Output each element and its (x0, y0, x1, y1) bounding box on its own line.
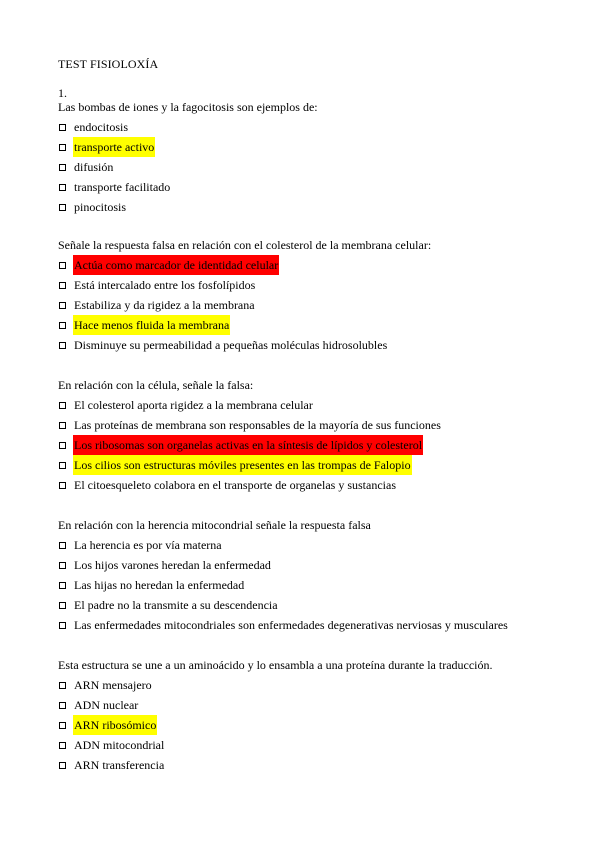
checkbox-icon[interactable] (59, 482, 66, 489)
option-2-2[interactable] (58, 275, 578, 295)
page-title: TEST FISIOLOXÍA (58, 57, 159, 71)
option-label: Está intercalado entre los fosfolípidos (74, 278, 256, 292)
question-text: Señale la respuesta falsa en relación con el colesterol de la membrana celular: (58, 238, 432, 252)
option-3-3[interactable] (58, 435, 578, 455)
option-label: Los hijos varones heredan la enfermedad (74, 558, 271, 572)
question-text: Las bombas de iones y la fagocitosis son ejemplos de: (58, 100, 318, 114)
question-text: En relación con la célula, señale la falsa: (58, 378, 254, 392)
option-label: Disminuye su permeabilidad a pequeñas moléculas hidrosolubles (74, 338, 388, 352)
checkbox-icon[interactable] (59, 762, 66, 769)
checkbox-icon[interactable] (59, 602, 66, 609)
option-label: endocitosis (74, 120, 128, 134)
option-1-1[interactable] (58, 117, 578, 137)
option-label: pinocitosis (74, 200, 127, 214)
checkbox-icon[interactable] (59, 124, 66, 131)
question-5 (58, 658, 578, 775)
option-2-4[interactable] (58, 315, 578, 335)
option-4-1[interactable] (58, 535, 578, 555)
checkbox-icon[interactable] (59, 402, 66, 409)
option-5-5[interactable] (58, 755, 578, 775)
question-text: En relación con la herencia mitocondrial señale la respuesta falsa (58, 518, 371, 532)
option-3-4[interactable] (58, 455, 578, 475)
question-4 (58, 518, 578, 635)
checkbox-icon[interactable] (59, 722, 66, 729)
option-label: ARN mensajero (74, 678, 152, 692)
option-label: ARN transferencia (74, 758, 165, 772)
option-label: La herencia es por vía materna (74, 538, 222, 552)
option-label: transporte facilitado (74, 180, 171, 194)
option-label: Los ribosomas son organelas activas en la síntesis de lípidos y colesterol (73, 435, 423, 455)
option-1-4[interactable] (58, 177, 578, 197)
checkbox-icon[interactable] (59, 204, 66, 211)
checkbox-icon[interactable] (59, 682, 66, 689)
checkbox-icon[interactable] (59, 562, 66, 569)
option-label: Hace menos fluida la membrana (73, 315, 230, 335)
checkbox-icon[interactable] (59, 542, 66, 549)
question-text: Esta estructura se une a un aminoácido y lo ensambla a una proteína durante la traducción. (58, 658, 493, 672)
checkbox-icon[interactable] (59, 442, 66, 449)
checkbox-icon[interactable] (59, 462, 66, 469)
option-1-5[interactable] (58, 197, 578, 217)
option-label: Las hijas no heredan la enfermedad (74, 578, 245, 592)
option-label: El padre no la transmite a su descendencia (74, 598, 278, 612)
checkbox-icon[interactable] (59, 702, 66, 709)
option-5-2[interactable] (58, 695, 578, 715)
option-label: El citoesqueleto colabora en el transporte de organelas y sustancias (74, 478, 396, 492)
checkbox-icon[interactable] (59, 582, 66, 589)
question-3 (58, 378, 578, 495)
option-5-1[interactable] (58, 675, 578, 695)
option-label: Los cilios son estructuras móviles presentes en las trompas de Falopio (73, 455, 412, 475)
checkbox-icon[interactable] (59, 184, 66, 191)
checkbox-icon[interactable] (59, 302, 66, 309)
question-2 (58, 238, 578, 355)
option-label: transporte activo (73, 137, 155, 157)
checkbox-icon[interactable] (59, 164, 66, 171)
option-label: Estabiliza y da rigidez a la membrana (74, 298, 255, 312)
checkbox-icon[interactable] (59, 622, 66, 629)
checkbox-icon[interactable] (59, 422, 66, 429)
option-label: ADN nuclear (74, 698, 139, 712)
option-label: ARN ribosómico (73, 715, 157, 735)
option-2-3[interactable] (58, 295, 578, 315)
checkbox-icon[interactable] (59, 742, 66, 749)
option-1-2[interactable] (58, 137, 578, 157)
option-1-3[interactable] (58, 157, 578, 177)
option-label: El colesterol aporta rigidez a la membrana celular (74, 398, 313, 412)
checkbox-icon[interactable] (59, 342, 66, 349)
checkbox-icon[interactable] (59, 322, 66, 329)
option-4-2[interactable] (58, 555, 578, 575)
option-3-2[interactable] (58, 415, 578, 435)
checkbox-icon[interactable] (59, 262, 66, 269)
option-3-5[interactable] (58, 475, 578, 495)
option-label: ADN mitocondrial (74, 738, 165, 752)
option-label: Las proteínas de membrana son responsables de la mayoría de sus funciones (74, 418, 441, 432)
option-4-4[interactable] (58, 595, 578, 615)
option-4-5[interactable] (58, 615, 578, 635)
checkbox-icon[interactable] (59, 144, 66, 151)
question-1 (58, 86, 578, 217)
option-5-4[interactable] (58, 735, 578, 755)
option-label: difusión (74, 160, 114, 174)
checkbox-icon[interactable] (59, 282, 66, 289)
option-label: Actúa como marcador de identidad celular (73, 255, 279, 275)
option-3-1[interactable] (58, 395, 578, 415)
option-2-1[interactable] (58, 255, 578, 275)
option-2-5[interactable] (58, 335, 578, 355)
option-4-3[interactable] (58, 575, 578, 595)
option-label: Las enfermedades mitocondriales son enfermedades degenerativas nerviosas y musculares (74, 618, 508, 632)
option-5-3[interactable] (58, 715, 578, 735)
question-number: 1. (58, 86, 67, 100)
